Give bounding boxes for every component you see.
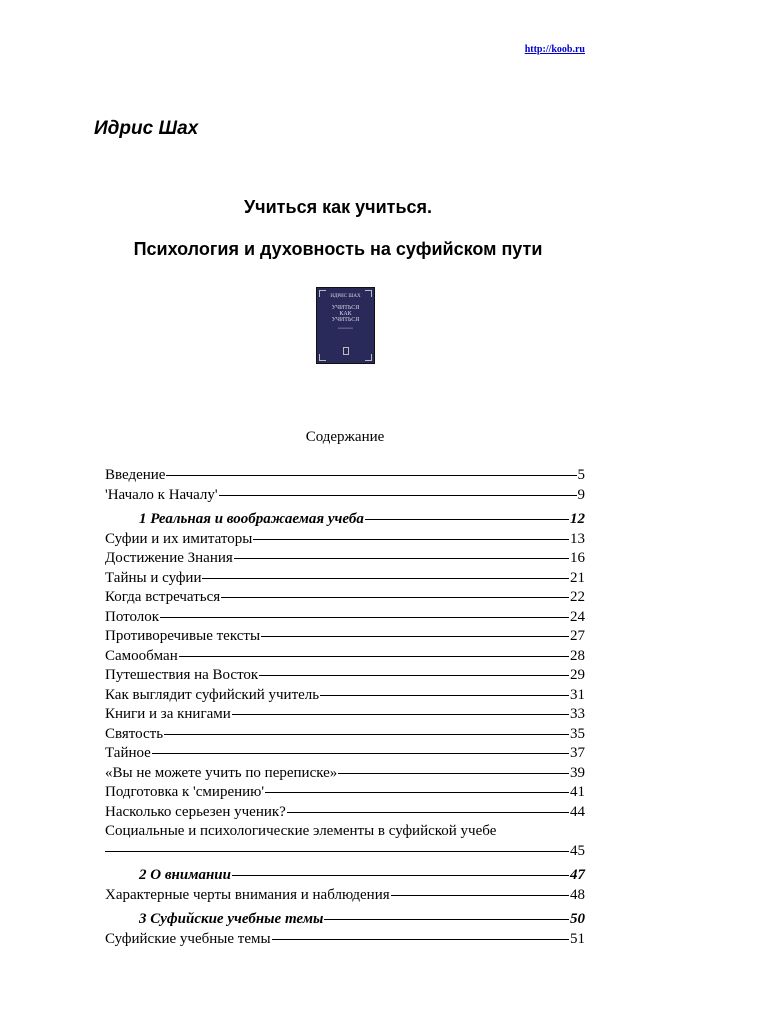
toc-page-number: 21 [570,569,585,586]
toc-chapter-entry[interactable] [105,866,585,886]
toc-leader-line [391,895,569,896]
toc-entry-title: 3 Суфийские учебные темы [139,911,324,927]
book-cover-image [316,287,375,364]
toc-page-number: 28 [570,647,585,664]
toc-entry[interactable] [105,886,585,906]
toc-entry[interactable] [105,803,585,823]
toc-entry-title: Тайное [105,745,151,761]
toc-entry[interactable] [105,930,585,950]
cover-author: ИДРИС ШАХ [330,294,361,299]
toc-entry-title: Когда встречаться [105,589,221,605]
toc-leader-line [179,656,569,657]
toc-leader-line [164,734,569,735]
toc-page-number: 37 [570,745,585,761]
toc-leader-line [320,695,569,696]
author-name: Идрис Шах [94,118,199,139]
toc-entry-title: Книги и за книгами [105,706,231,722]
toc-page-number: 24 [570,608,585,625]
toc-page-number: 39 [570,764,585,781]
toc-page-number: 12 [570,511,585,527]
toc-entry[interactable] [105,725,585,745]
toc-page-number: 33 [570,706,585,722]
cover-title [317,305,374,323]
toc-leader-line [152,753,569,754]
toc-entry-title: Насколько серьезен ученик? [105,803,286,820]
toc-entry[interactable] [105,530,585,550]
toc-entry-title: Путешествия на Восток [105,667,259,683]
toc-leader-line [166,475,576,476]
toc-page-number: 41 [570,784,585,800]
cover-subtitle-lines: ═══════ [338,326,353,330]
toc-entry[interactable] [105,764,585,784]
toc-entry[interactable] [105,588,585,608]
toc-page-number: 50 [570,911,585,927]
toc-entry-title: Суфийские учебные темы [105,930,271,947]
toc-entry[interactable] [105,666,585,686]
toc-page-number: 16 [570,550,585,566]
toc-entry-title: «Вы не можете учить по переписке» [105,764,338,781]
toc-chapter-entry[interactable] [105,510,585,530]
toc-entry-title: Социальные и психологические элементы в суфийской учебе [105,823,497,839]
toc-entry-title: Введение [105,467,166,483]
toc-leader-line [287,812,569,813]
toc-leader-line [338,773,569,774]
toc-leader-line [160,617,569,618]
toc-leader-line [219,495,577,496]
toc-entry[interactable] [105,549,585,569]
toc-leader-line [265,792,569,793]
toc-leader-line [105,851,569,852]
toc-entry[interactable] [105,647,585,667]
toc-entry[interactable] [105,705,585,725]
toc-heading: Содержание [305,429,385,445]
toc-leader-line [253,539,569,540]
toc-entry[interactable] [105,569,585,589]
toc-entry[interactable] [105,466,585,486]
toc-page-number: 13 [570,530,585,547]
toc-page-number: 45 [570,842,585,859]
toc-leader-line [234,558,569,559]
toc-leader-line [259,675,569,676]
book-title: Учиться как учиться. [243,197,433,217]
toc-entry[interactable] [105,783,585,803]
toc-page-number: 9 [577,486,585,503]
toc-page-number: 5 [577,467,585,483]
table-of-contents [105,466,585,949]
toc-entry[interactable] [105,608,585,628]
cover-ornament [319,290,326,297]
toc-leader-line [232,875,569,876]
toc-entry[interactable] [105,486,585,506]
toc-page-number: 22 [570,589,585,605]
toc-leader-line [365,519,569,520]
toc-entry-title: Характерные черты внимания и наблюдения [105,886,390,903]
toc-entry-title: Суфии и их имитаторы [105,530,253,547]
toc-leader-line [272,939,569,940]
toc-entry-continuation[interactable] [105,842,585,862]
toc-page-number: 48 [570,886,585,903]
toc-entry-title: 1 Реальная и воображаемая учеба [139,511,364,527]
toc-page-number: 31 [570,686,585,703]
toc-page-number: 51 [570,930,585,947]
toc-page-number: 35 [570,725,585,742]
toc-entry[interactable] [105,822,585,842]
toc-leader-line [221,597,569,598]
toc-entry-title: Подготовка к 'смирению' [105,784,265,800]
toc-entry[interactable] [105,686,585,706]
toc-leader-line [232,714,569,715]
book-subtitle: Психология и духовность на суфийском пути [133,239,543,259]
toc-entry-title: Противоречивые тексты [105,628,261,644]
toc-page-number: 27 [570,628,585,644]
toc-page-number: 44 [570,803,585,820]
toc-entry-title: Потолок [105,608,160,625]
cover-ornament [365,290,372,297]
toc-entry-title: Тайны и суфии [105,569,202,586]
toc-entry-title: Святость [105,725,164,742]
toc-leader-line [202,578,569,579]
cover-title-line: УЧИТЬСЯ [331,317,360,323]
cover-ornament [365,354,372,361]
toc-entry-title: Как выглядит суфийский учитель [105,686,320,703]
toc-entry[interactable] [105,627,585,647]
toc-entry[interactable] [105,744,585,764]
cover-publisher-logo-icon [343,347,349,355]
cover-ornament [319,354,326,361]
toc-leader-line [261,636,569,637]
toc-page-number: 47 [570,867,585,883]
toc-leader-line [324,919,569,920]
header-link[interactable]: http://koob.ru [524,44,585,55]
toc-page-number: 29 [570,667,585,683]
toc-entry-title: 'Начало к Началу' [105,486,218,503]
toc-entry-title: Самообман [105,647,178,664]
cover-title-line: КАК [339,311,352,317]
toc-entry-title: Достижение Знания [105,550,233,566]
toc-entry-title: 2 О внимании [139,867,231,883]
cover-title-line: УЧИТЬСЯ [331,305,360,311]
toc-chapter-entry[interactable] [105,910,585,930]
